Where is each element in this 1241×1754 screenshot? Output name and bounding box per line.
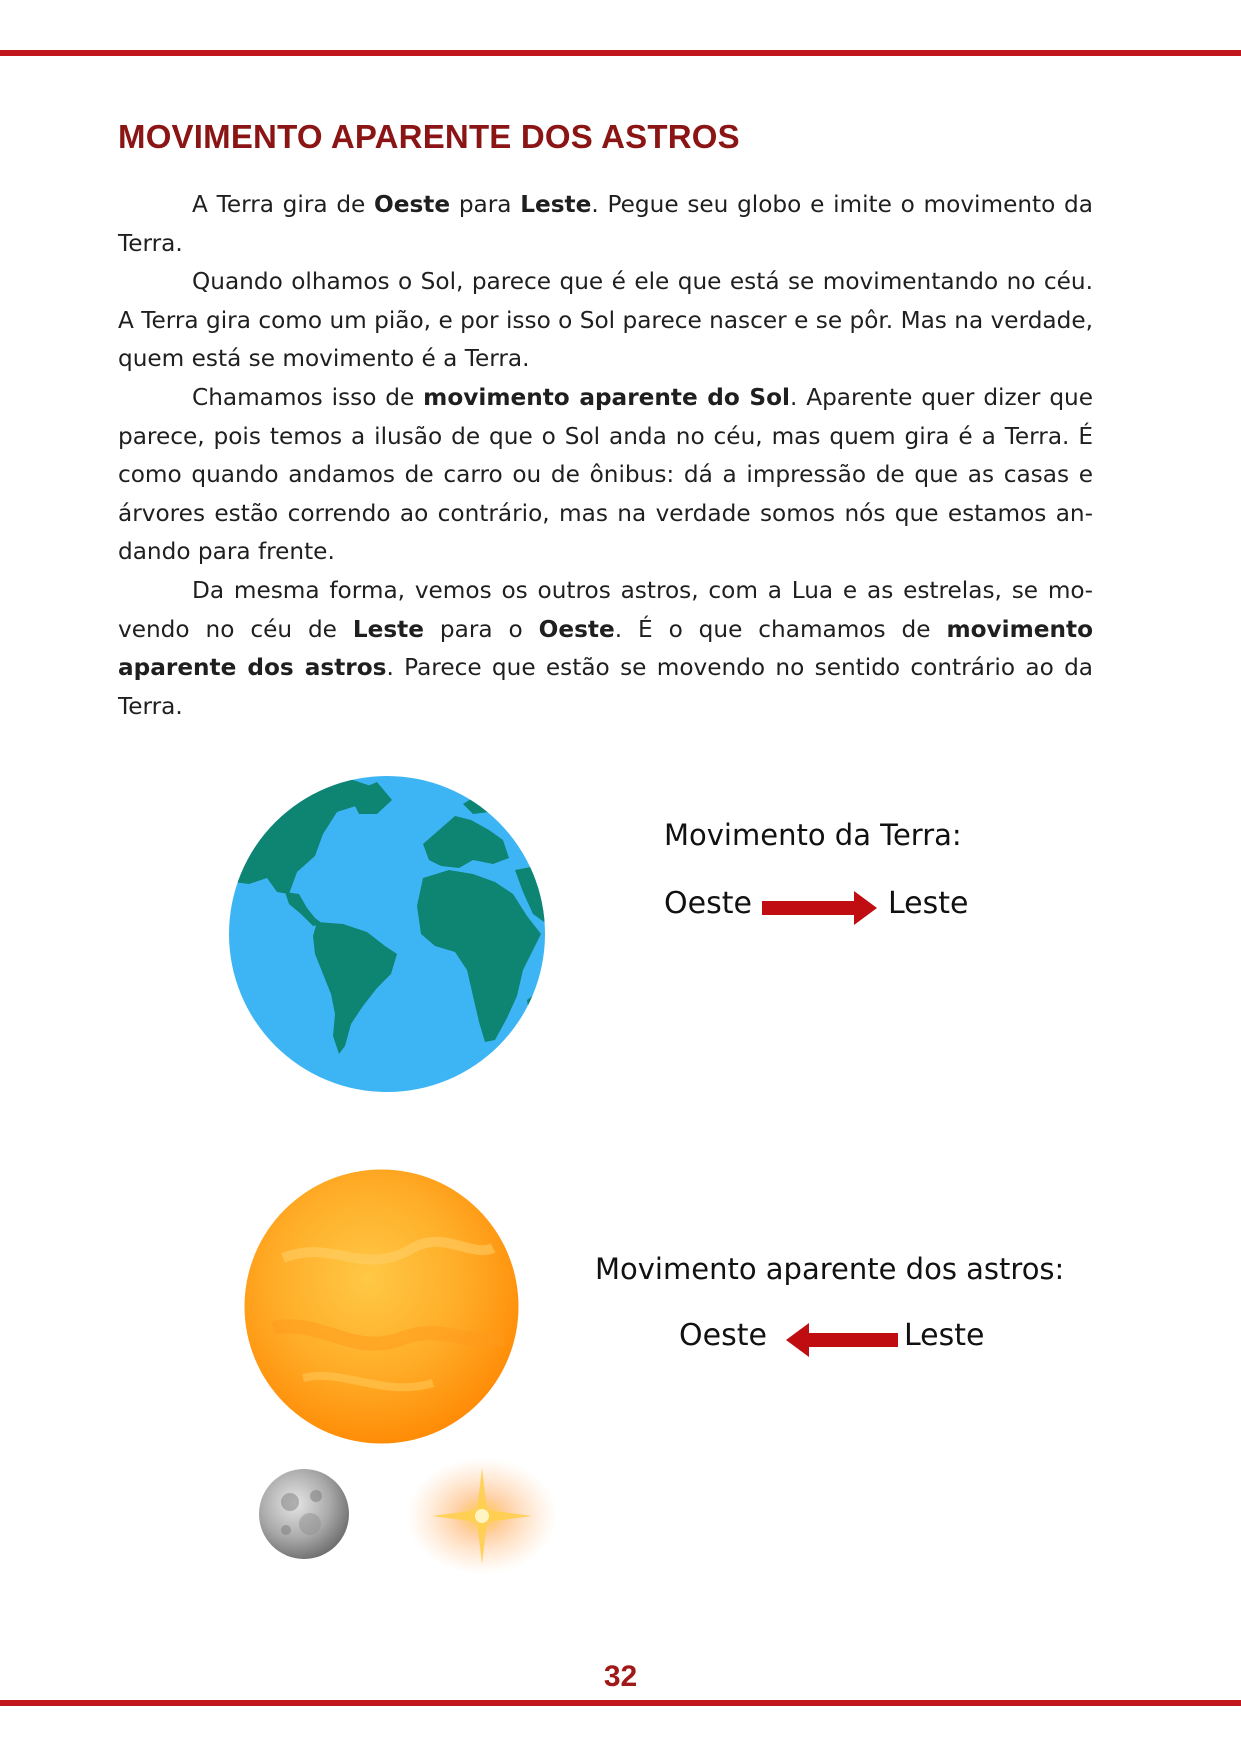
text-run: para xyxy=(450,191,521,218)
body-paragraph xyxy=(118,186,1093,263)
stars-motion-from: Oeste xyxy=(679,1318,767,1353)
arrow-left-icon xyxy=(785,1322,899,1358)
text-run: Quando olhamos o Sol, parece que é ele que está se movimentando no céu. A Terra gira como um pião, e por isso o Sol parece nascer e se pôr. Mas na verdade, quem está se movimento é a Terra. xyxy=(118,268,1093,373)
bold-term: movimento aparente dos astros xyxy=(118,615,1094,682)
moon-icon xyxy=(258,1468,350,1560)
text-run: para o xyxy=(424,615,539,643)
earth-motion-from: Oeste xyxy=(664,886,752,921)
arrow-right-icon xyxy=(762,890,878,926)
top-rule xyxy=(0,50,1241,56)
body-paragraph xyxy=(118,263,1093,379)
star-sparkle-icon xyxy=(402,1448,562,1580)
text-run: . É o que chamamos de xyxy=(614,615,947,643)
bold-term: Leste xyxy=(520,191,592,218)
earth-motion-title: Movimento da Terra: xyxy=(664,818,962,852)
page-title: MOVIMENTO APARENTE DOS ASTROS xyxy=(118,118,740,155)
bold-term: Oeste xyxy=(538,615,615,643)
stars-motion-title: Movimento aparente dos astros: xyxy=(595,1252,1065,1286)
text-run: Da mesma forma, vemos os outros astros, com a Lua e as estrelas, se movendo no céu de xyxy=(118,576,1093,643)
text-run: . Pegue seu globo e imite o movimento da Terra. xyxy=(118,191,1093,257)
body-paragraph xyxy=(118,572,1093,726)
sun-icon xyxy=(243,1168,520,1445)
bold-term: movimento aparente do Sol xyxy=(423,383,790,411)
bold-term: Oeste xyxy=(374,191,451,218)
stars-motion-to: Leste xyxy=(904,1318,985,1353)
earth-globe-icon xyxy=(227,774,547,1094)
bold-term: Leste xyxy=(352,615,424,643)
page-number: 32 xyxy=(603,1660,638,1693)
text-run: . Parece que estão se movendo no sentido contrário ao da Terra. xyxy=(118,654,1093,720)
bottom-rule xyxy=(0,1700,1241,1706)
text-run: Chamamos isso de xyxy=(192,383,424,411)
body-paragraph xyxy=(118,379,1093,572)
body-text xyxy=(118,186,1093,726)
earth-motion-to: Leste xyxy=(888,886,969,921)
text-run: A Terra gira de xyxy=(192,191,375,218)
text-run: . Aparente quer dizer que parece, pois temos a ilusão de que o Sol anda no céu, mas quem gira é a Terra. É como quando andamos de carro ou de ônibus: dá a impressão de que as casas e árvores estão correndo ao contrário, mas na verdade somos nós que estamos andando para frente. xyxy=(118,383,1094,566)
